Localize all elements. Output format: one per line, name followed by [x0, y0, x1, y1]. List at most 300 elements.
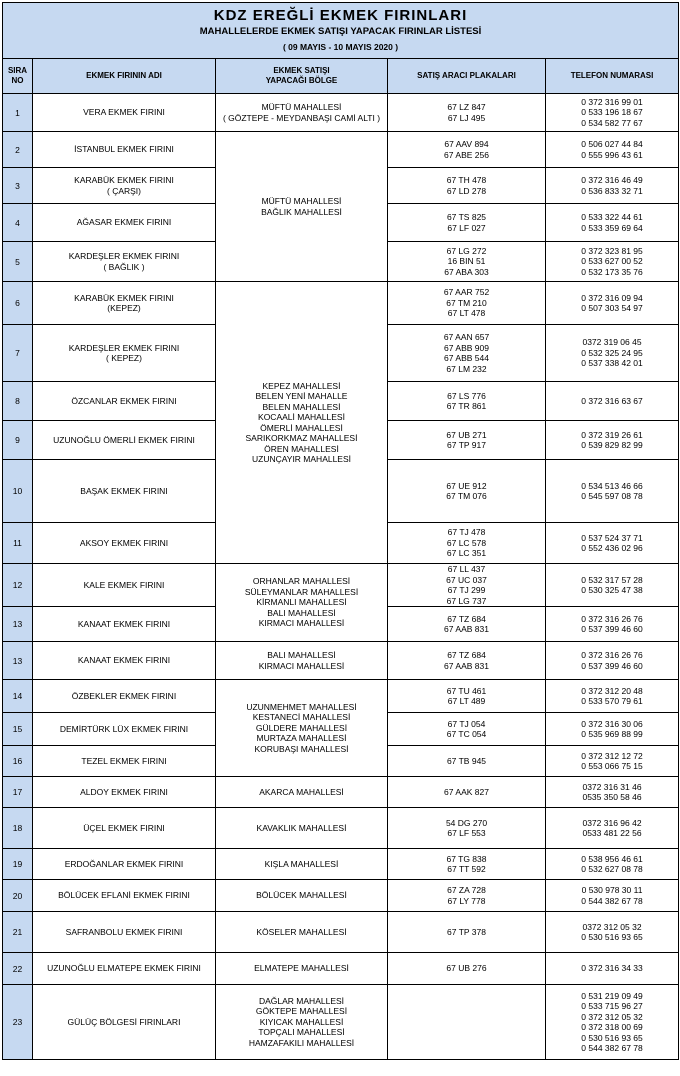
- phone-line: 0 530 516 93 65: [581, 1032, 643, 1043]
- phone-numbers: [546, 168, 679, 204]
- row-number: 11: [3, 523, 33, 564]
- row-number: 21: [3, 912, 33, 953]
- plate-line: 67 LM 232: [446, 363, 487, 374]
- phone-line: 0 537 524 37 71: [581, 532, 643, 543]
- table-row: [3, 282, 679, 325]
- plate-line: 67 UB 276: [446, 963, 487, 974]
- phone-line: 0 372 316 09 94: [581, 292, 643, 303]
- header-text: SATIŞ ARACI PLAKALARI: [417, 71, 516, 80]
- bakery-name: [33, 777, 216, 808]
- bakery-name-line: DEMİRTÜRK LÜX EKMEK FIRINI: [59, 723, 189, 734]
- bakery-name-line: ÖZBEKLER EKMEK FIRINI: [71, 690, 177, 701]
- phone-line: 0 535 969 88 99: [581, 729, 643, 739]
- vehicle-plates: [388, 713, 546, 746]
- header-text: YAPACAĞI BÖLGE: [265, 76, 338, 85]
- phone-line: 0 372 318 00 69: [581, 1022, 643, 1032]
- vehicle-plates: [388, 204, 546, 242]
- bakery-list-document: [2, 2, 678, 1072]
- bakery-name-line: BÖLÜCEK EFLANİ EKMEK FIRINI: [58, 890, 190, 901]
- region-line: KEPEZ MAHALLESİ: [262, 380, 341, 391]
- bakery-name: [33, 680, 216, 713]
- phone-line: 0533 481 22 56: [582, 828, 642, 838]
- plate-line: 67 TS 825: [446, 212, 487, 222]
- plate-line: 67 AAR 752: [443, 287, 490, 298]
- header-text: TELEFON NUMARASI: [570, 71, 654, 80]
- row-number: 1: [3, 94, 33, 132]
- vehicle-plates: [388, 849, 546, 880]
- vehicle-plates: [388, 607, 546, 642]
- bakery-name-line: KARABÜK EKMEK FIRINI: [74, 175, 174, 185]
- plate-line: 67 TJ 054: [447, 718, 486, 729]
- sales-region: [216, 777, 388, 808]
- row-number: 7: [3, 325, 33, 382]
- bakery-name: [33, 808, 216, 849]
- row-number: 22: [3, 953, 33, 985]
- phone-numbers: [546, 421, 679, 460]
- plate-line: 67 ABB 544: [444, 353, 489, 363]
- header-vehicle-plates: [388, 59, 546, 94]
- phone-line: 0372 316 31 46: [582, 781, 642, 792]
- header-bakery-name: [33, 59, 216, 94]
- region-line: MÜFTÜ MAHALLESİ: [261, 102, 342, 112]
- phone-line: 0 545 597 08 78: [581, 491, 643, 501]
- sales-region: [216, 132, 388, 282]
- row-number: 18: [3, 808, 33, 849]
- vehicle-plates: [388, 880, 546, 912]
- phone-numbers: [546, 564, 679, 607]
- phone-line: 0 536 833 32 71: [581, 185, 643, 196]
- bakery-name: [33, 325, 216, 382]
- phone-line: 0 533 627 00 52: [581, 256, 643, 267]
- bakery-name: [33, 953, 216, 985]
- row-number: 5: [3, 242, 33, 282]
- vehicle-plates: [388, 94, 546, 132]
- bakery-name-line: KARABÜK EKMEK FIRINI: [74, 292, 174, 303]
- region-line: BELEN MAHALLESİ: [262, 401, 341, 412]
- bakery-name: [33, 985, 216, 1060]
- bakery-name: [33, 421, 216, 460]
- phone-line: 0 372 316 99 01: [581, 96, 643, 107]
- phone-line: 0 372 316 34 33: [581, 963, 643, 974]
- sales-region: [216, 880, 388, 912]
- phone-line: 0 533 570 79 61: [581, 696, 643, 706]
- row-number: 2: [3, 132, 33, 168]
- region-line: KIYICAK MAHALLESİ: [259, 1016, 344, 1027]
- phone-line: 0 372 316 26 76: [581, 650, 643, 660]
- phone-numbers: [546, 880, 679, 912]
- bakery-name-line: UZUNOĞLU ÖMERLİ EKMEK FIRINI: [53, 434, 195, 445]
- header-no: [3, 59, 33, 94]
- phone-line: 0 537 338 42 01: [581, 358, 643, 369]
- region-line: KIŞLA MAHALLESİ: [264, 858, 339, 869]
- table-row: [3, 94, 679, 132]
- phone-numbers: [546, 94, 679, 132]
- plate-line: 67 ABB 909: [444, 342, 489, 353]
- bakery-name-line: KANAAT EKMEK FIRINI: [77, 618, 171, 629]
- phone-line: 0 537 399 46 60: [581, 624, 643, 634]
- region-line: BALI MAHALLESİ: [267, 607, 336, 618]
- region-line: KOCAALİ MAHALLESİ: [258, 412, 345, 422]
- header-phone-number: [546, 59, 679, 94]
- region-line: KIRMACI MAHALLESİ: [258, 618, 345, 629]
- phone-line: 0 372 319 26 61: [581, 429, 643, 440]
- phone-line: 0 534 582 77 67: [581, 117, 643, 128]
- phone-line: 0 372 316 63 67: [581, 395, 643, 406]
- plate-line: 67 TP 378: [447, 926, 486, 937]
- plate-line: 67 TR 861: [446, 401, 487, 411]
- bakery-name: [33, 912, 216, 953]
- sales-region: [216, 642, 388, 680]
- region-line: AKARCA MAHALLESİ: [259, 786, 344, 797]
- phone-line: 0 537 399 46 60: [581, 660, 643, 671]
- bakery-name-line: ÜÇEL EKMEK FIRINI: [83, 822, 165, 833]
- region-line: KAVAKLIK MAHALLESİ: [256, 822, 347, 833]
- row-number: 3: [3, 168, 33, 204]
- phone-numbers: [546, 382, 679, 421]
- sales-region: [216, 808, 388, 849]
- phone-line: 0 553 066 75 15: [581, 761, 643, 771]
- table-row: [3, 564, 679, 607]
- phone-line: 0 534 513 46 66: [581, 480, 643, 491]
- phone-numbers: [546, 912, 679, 953]
- plate-line: 67 TB 945: [446, 755, 487, 766]
- phone-line: 0 372 316 26 76: [581, 613, 643, 624]
- plate-line: 67 LF 553: [447, 828, 486, 838]
- sales-region: [216, 985, 388, 1060]
- vehicle-plates: [388, 746, 546, 777]
- phone-line: 0372 312 05 32: [582, 921, 642, 932]
- plate-line: 67 LJ 495: [447, 112, 486, 123]
- region-line: KESTANECİ MAHALLESİ: [252, 712, 351, 723]
- table-row: [3, 849, 679, 880]
- plate-line: 67 LL 437: [447, 564, 486, 574]
- phone-numbers: [546, 204, 679, 242]
- table-row: [3, 985, 679, 1060]
- vehicle-plates: [388, 777, 546, 808]
- plate-line: 67 UC 037: [446, 574, 487, 585]
- phone-line: 0 532 627 08 78: [581, 864, 643, 874]
- bakery-name: [33, 168, 216, 204]
- phone-line: 0 532 325 24 95: [581, 347, 643, 358]
- plate-line: 67 TZ 684: [447, 650, 486, 660]
- row-number: 14: [3, 680, 33, 713]
- phone-line: 0 506 027 44 84: [581, 139, 643, 149]
- plate-line: 67 TU 461: [446, 685, 487, 696]
- region-line: ( GÖZTEPE - MEYDANBAŞI CAMİ ALTI ): [222, 112, 381, 123]
- phone-line: 0 372 312 12 72: [581, 750, 643, 761]
- plate-line: 67 AAB 831: [444, 660, 489, 671]
- phone-numbers: [546, 680, 679, 713]
- region-line: ÖMERLİ MAHALLESİ: [260, 422, 343, 433]
- sales-region: [216, 912, 388, 953]
- bakery-name: [33, 282, 216, 325]
- bakery-name-line: ALDOY EKMEK FIRINI: [80, 786, 168, 797]
- region-line: ORHANLAR MAHALLESİ: [252, 576, 351, 587]
- vehicle-plates: [388, 808, 546, 849]
- phone-line: 0 544 382 67 78: [581, 895, 643, 906]
- plate-line: 67 TH 478: [446, 175, 487, 185]
- phone-numbers: [546, 777, 679, 808]
- phone-line: 0 372 316 46 49: [581, 175, 643, 185]
- phone-numbers: [546, 713, 679, 746]
- bakery-name: [33, 382, 216, 421]
- row-number: 23: [3, 985, 33, 1060]
- bakery-name-line: ( KEPEZ): [106, 353, 142, 363]
- vehicle-plates: [388, 564, 546, 607]
- bakery-name: [33, 94, 216, 132]
- plate-line: 67 TM 076: [446, 491, 487, 501]
- sales-region: [216, 680, 388, 777]
- plate-line: 67 AAV 894: [444, 139, 489, 149]
- plate-line: 67 AAB 831: [444, 624, 489, 634]
- region-line: ELMATEPE MAHALLESİ: [254, 963, 349, 974]
- bakery-name: [33, 204, 216, 242]
- page-title: KDZ EREĞLİ EKMEK FIRINLARI: [3, 3, 679, 25]
- plate-line: 67 LY 778: [447, 895, 486, 906]
- vehicle-plates: [388, 282, 546, 325]
- bakery-name: [33, 523, 216, 564]
- sales-region: [216, 953, 388, 985]
- phone-line: 0 533 196 18 67: [581, 107, 643, 118]
- plate-line: 67 TP 917: [447, 440, 486, 450]
- phone-numbers: [546, 985, 679, 1060]
- bakery-name: [33, 746, 216, 777]
- phone-line: 0 372 323 81 95: [581, 245, 643, 256]
- plate-line: 67 TZ 684: [447, 613, 486, 624]
- bakery-name-line: KARDEŞLER EKMEK FIRINI: [68, 251, 180, 261]
- plate-line: 67 LT 478: [447, 308, 486, 319]
- region-line: SARIKORKMAZ MAHALLESİ: [245, 433, 358, 443]
- phone-line: 0 538 956 46 61: [581, 853, 643, 864]
- region-line: BELEN YENİ MAHALLE: [255, 391, 348, 401]
- bakery-name: [33, 132, 216, 168]
- plate-line: 67 TM 210: [446, 297, 487, 308]
- row-number: 9: [3, 421, 33, 460]
- plate-line: 16 BIN 51: [447, 256, 486, 267]
- table-row: [3, 680, 679, 713]
- bakery-name-line: ( ÇARŞI): [107, 185, 141, 196]
- vehicle-plates: [388, 325, 546, 382]
- plate-line: 67 LF 027: [447, 222, 486, 233]
- phone-numbers: [546, 242, 679, 282]
- plate-line: 67 LT 489: [447, 696, 486, 706]
- bakery-name: [33, 607, 216, 642]
- phone-line: 0 533 359 69 64: [581, 222, 643, 233]
- region-line: DAĞLAR MAHALLESİ: [258, 995, 345, 1006]
- plate-line: 67 LC 351: [446, 548, 487, 559]
- region-line: HAMZAFAKILI MAHALLESİ: [248, 1037, 355, 1048]
- phone-line: 0 372 316 30 06: [581, 718, 643, 729]
- region-line: MÜFTÜ MAHALLESİ: [261, 196, 342, 206]
- region-line: GÜLDERE MAHALLESİ: [255, 722, 348, 733]
- row-number: 6: [3, 282, 33, 325]
- phone-line: 0 533 322 44 61: [581, 212, 643, 222]
- bakery-name-line: İSTANBUL EKMEK FIRINI: [74, 144, 174, 155]
- region-line: GÖKTEPE MAHALLESİ: [255, 1006, 348, 1017]
- plate-line: 67 AAK 827: [444, 786, 489, 797]
- row-number: 16: [3, 746, 33, 777]
- bakery-name-line: AĞASAR EKMEK FIRINI: [76, 217, 172, 228]
- region-line: BALI MAHALLESİ: [267, 650, 336, 660]
- table-row: [3, 912, 679, 953]
- region-line: BAĞLIK MAHALLESİ: [261, 206, 342, 217]
- page-subtitle: MAHALLELERDE EKMEK SATIŞI YAPACAK FIRINLAR LİSTESİ: [3, 25, 679, 39]
- phone-line: 0 532 317 57 28: [581, 574, 643, 585]
- region-line: KORUBAŞI MAHALLESİ: [254, 743, 349, 754]
- phone-numbers: [546, 460, 679, 523]
- vehicle-plates: [388, 953, 546, 985]
- region-line: KÖSELER MAHALLESİ: [256, 926, 347, 937]
- bakery-name: [33, 642, 216, 680]
- bakery-name-line: AKSOY EKMEK FIRINI: [79, 537, 169, 548]
- row-number: 13: [3, 607, 33, 642]
- phone-numbers: [546, 642, 679, 680]
- bakery-name: [33, 713, 216, 746]
- plate-line: 67 UB 271: [446, 429, 487, 440]
- header-text: NO: [11, 76, 24, 85]
- bakery-table: [2, 2, 679, 1060]
- phone-line: 0 530 978 30 11: [581, 885, 643, 895]
- phone-line: 0 530 516 93 65: [581, 932, 643, 942]
- region-line: UZUNMEHMET MAHALLESİ: [246, 701, 357, 712]
- bakery-name-line: ÖZCANLAR EKMEK FIRINI: [71, 395, 177, 406]
- bakery-name-line: VERA EKMEK FIRINI: [83, 107, 165, 118]
- header-sales-region: [216, 59, 388, 94]
- header-text: EKMEK SATIŞI: [273, 66, 330, 75]
- phone-numbers: [546, 953, 679, 985]
- row-number: 13: [3, 642, 33, 680]
- plate-line: 67 AAN 657: [443, 332, 490, 342]
- phone-line: 0 552 436 02 96: [581, 543, 643, 553]
- row-number: 20: [3, 880, 33, 912]
- bakery-name-line: UZUNOĞLU ELMATEPE EKMEK FIRINI: [47, 963, 201, 974]
- bakery-name: [33, 242, 216, 282]
- sales-region: [216, 849, 388, 880]
- row-number: 4: [3, 204, 33, 242]
- vehicle-plates: [388, 382, 546, 421]
- row-number: 8: [3, 382, 33, 421]
- phone-line: 0 372 312 20 48: [581, 685, 643, 696]
- region-line: SÜLEYMANLAR MAHALLESİ: [244, 586, 359, 597]
- region-line: UZUNÇAYIR MAHALLESİ: [251, 454, 352, 464]
- phone-numbers: [546, 746, 679, 777]
- phone-numbers: [546, 132, 679, 168]
- phone-numbers: [546, 325, 679, 382]
- bakery-name-line: ( BAĞLIK ): [103, 261, 145, 272]
- bakery-name-line: BAŞAK EKMEK FIRINI: [80, 485, 168, 496]
- vehicle-plates: [388, 132, 546, 168]
- vehicle-plates: [388, 242, 546, 282]
- table-row: [3, 953, 679, 985]
- phone-numbers: [546, 282, 679, 325]
- plate-line: 67 ABE 256: [444, 149, 489, 160]
- phone-numbers: [546, 808, 679, 849]
- phone-numbers: [546, 849, 679, 880]
- region-line: BÖLÜCEK MAHALLESİ: [256, 890, 347, 901]
- phone-line: 0 532 173 35 76: [581, 266, 643, 277]
- phone-line: 0 531 219 09 49: [581, 990, 643, 1001]
- plate-line: 67 LC 578: [446, 537, 487, 548]
- plate-line: 54 DG 270: [445, 817, 488, 828]
- phone-line: 0 372 312 05 32: [581, 1011, 643, 1022]
- vehicle-plates: [388, 680, 546, 713]
- bakery-name: [33, 849, 216, 880]
- phone-line: 0 539 829 82 99: [581, 440, 643, 450]
- bakery-name-line: KARDEŞLER EKMEK FIRINI: [68, 342, 180, 353]
- phone-line: 0535 350 58 46: [582, 792, 642, 802]
- bakery-name-line: KANAAT EKMEK FIRINI: [77, 655, 171, 666]
- phone-line: 0 533 715 96 27: [581, 1001, 643, 1011]
- plate-line: 67 LG 737: [446, 595, 487, 606]
- plate-line: 67 TT 592: [447, 864, 486, 874]
- table-row: [3, 808, 679, 849]
- vehicle-plates: [388, 642, 546, 680]
- vehicle-plates: [388, 985, 546, 1060]
- region-line: MURTAZA MAHALLESİ: [256, 733, 347, 744]
- region-line: KIRMACI MAHALLESİ: [258, 660, 345, 671]
- date-range: ( 09 MAYIS - 10 MAYIS 2020 ): [3, 39, 679, 59]
- plate-line: 67 LS 776: [447, 390, 486, 401]
- plate-line: 67 ZA 728: [447, 885, 486, 895]
- plate-line: 67 TG 838: [446, 853, 487, 864]
- bakery-name: [33, 460, 216, 523]
- plate-line: 67 LZ 847: [447, 102, 486, 112]
- plate-line: 67 ABA 303: [444, 266, 489, 277]
- region-line: TOPÇALI MAHALLESİ: [258, 1027, 345, 1038]
- plate-line: 67 TJ 478: [447, 527, 486, 538]
- sales-region: [216, 564, 388, 642]
- plate-line: 67 LG 272: [446, 245, 487, 256]
- phone-numbers: [546, 523, 679, 564]
- bakery-name-line: ERDOĞANLAR EKMEK FIRINI: [64, 858, 184, 869]
- phone-line: 0 530 325 47 38: [581, 585, 643, 595]
- table-row: [3, 132, 679, 168]
- bakery-name-line: (KEPEZ): [107, 303, 141, 313]
- region-line: ÖREN MAHALLESİ: [264, 443, 339, 454]
- row-number: 19: [3, 849, 33, 880]
- row-number: 12: [3, 564, 33, 607]
- phone-line: 0 507 303 54 97: [581, 303, 643, 313]
- bakery-name: [33, 880, 216, 912]
- bakery-name: [33, 564, 216, 607]
- vehicle-plates: [388, 523, 546, 564]
- header-text: SIRA: [7, 66, 28, 75]
- row-number: 17: [3, 777, 33, 808]
- plate-line: 67 UE 912: [446, 480, 487, 491]
- row-number: 15: [3, 713, 33, 746]
- table-row: [3, 642, 679, 680]
- plate-line: 67 TJ 299: [447, 585, 486, 595]
- table-row: [3, 880, 679, 912]
- plate-line: 67 TC 054: [446, 729, 487, 739]
- vehicle-plates: [388, 460, 546, 523]
- sales-region: [216, 282, 388, 564]
- vehicle-plates: [388, 168, 546, 204]
- bakery-name-line: KALE EKMEK FIRINI: [83, 579, 165, 590]
- phone-line: 0 544 382 67 78: [581, 1043, 643, 1053]
- row-number: 10: [3, 460, 33, 523]
- vehicle-plates: [388, 912, 546, 953]
- bakery-name-line: TEZEL EKMEK FIRINI: [81, 755, 167, 766]
- region-line: KİRMANLI MAHALLESİ: [256, 597, 347, 608]
- phone-numbers: [546, 607, 679, 642]
- phone-line: 0372 319 06 45: [582, 337, 642, 348]
- bakery-name-line: SAFRANBOLU EKMEK FIRINI: [65, 926, 183, 937]
- phone-line: 0372 316 96 42: [582, 817, 642, 828]
- sales-region: [216, 94, 388, 132]
- bakery-name-line: GÜLÜÇ BÖLGESİ FIRINLARI: [67, 1016, 181, 1027]
- phone-line: 0 555 996 43 61: [581, 149, 643, 160]
